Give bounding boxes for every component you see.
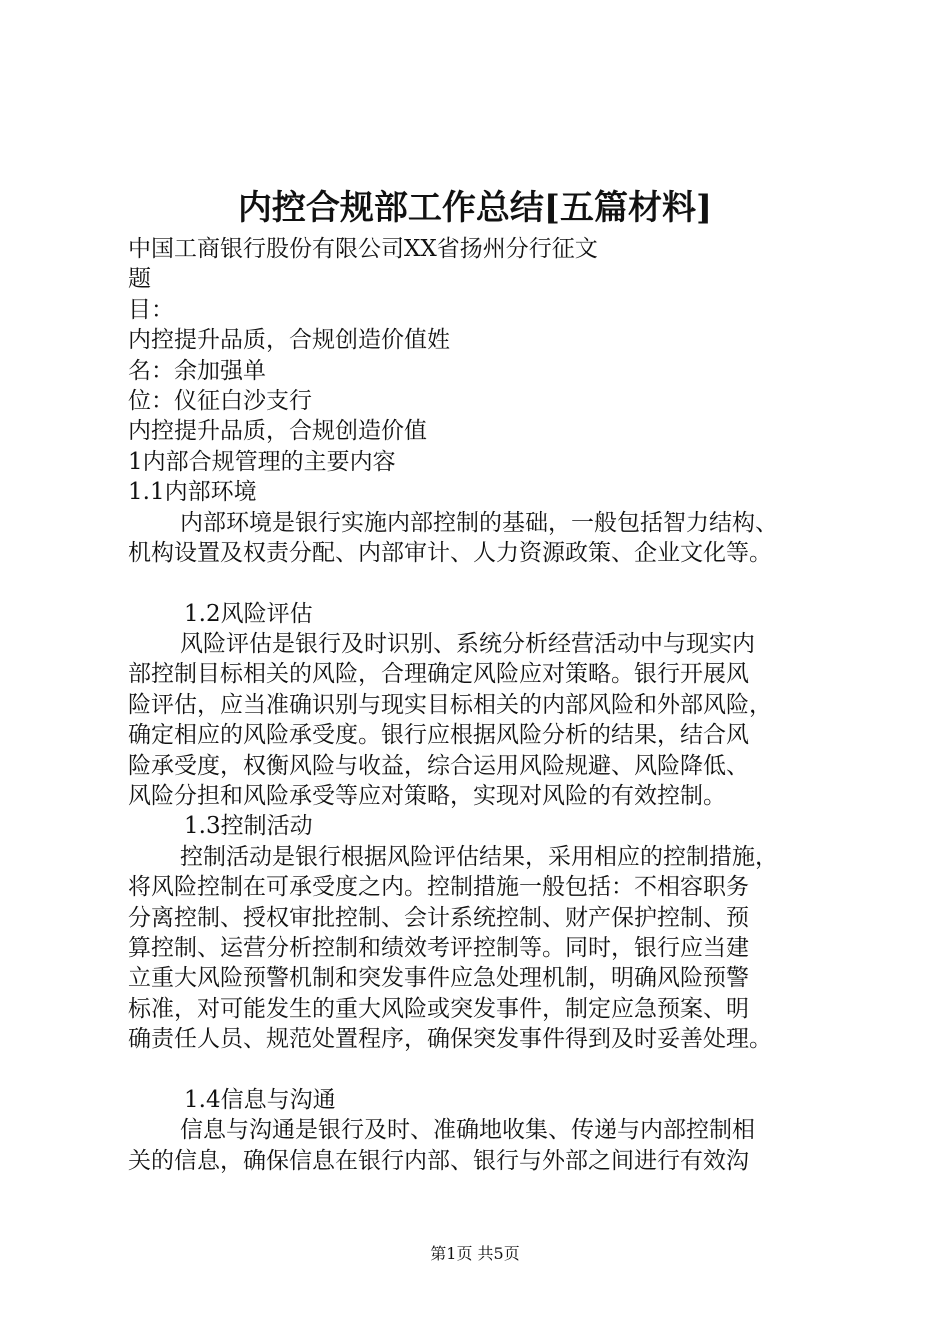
- paragraph-line: 风险评估是银行及时识别、系统分析经营活动中与现实内: [180, 631, 755, 658]
- document-title: 内控合规部工作总结[五篇材料]: [237, 188, 713, 228]
- paragraph-line: 算控制、运营分析控制和绩效考评控制等。同时，银行应当建: [128, 934, 749, 961]
- text-line: 题: [128, 266, 151, 293]
- text-line: 内控提升品质，合规创造价值: [128, 418, 427, 445]
- text-line: 中国工商银行股份有限公司XX省扬州分行征文: [128, 236, 598, 262]
- subsection-heading: 1.1内部环境: [128, 479, 257, 506]
- paragraph-line: 标准，对可能发生的重大风险或突发事件，制定应急预案、明: [128, 995, 749, 1022]
- paragraph-line: 信息与沟通是银行及时、准确地收集、传递与内部控制相: [180, 1117, 755, 1144]
- paragraph-line: 将风险控制在可承受度之内。控制措施一般包括：不相容职务: [128, 874, 749, 901]
- section-heading: 1内部合规管理的主要内容: [128, 448, 396, 475]
- paragraph-line: 机构设置及权责分配、内部审计、人力资源政策、企业文化等。: [128, 539, 772, 566]
- paragraph-line: 内部环境是银行实施内部控制的基础，一般包括智力结构、: [180, 509, 778, 536]
- paragraph-line: 确责任人员、规范处置程序，确保突发事件得到及时妥善处理。: [128, 1026, 772, 1053]
- paragraph-line: 险评估，应当准确识别与现实目标相关的内部风险和外部风险，: [128, 691, 772, 718]
- page-footer: 第1页 共5页: [430, 1244, 520, 1263]
- paragraph-line: 险承受度，权衡风险与收益，综合运用风险规避、风险降低、: [128, 752, 749, 779]
- paragraph-line: 控制活动是银行根据风险评估结果，采用相应的控制措施，: [180, 843, 778, 870]
- paragraph-line: 立重大风险预警机制和突发事件应急处理机制，明确风险预警: [128, 965, 749, 992]
- document-body: [128, 234, 858, 1176]
- text-line: 目：: [128, 296, 174, 323]
- paragraph-line: 部控制目标相关的风险，合理确定风险应对策略。银行开展风: [128, 661, 749, 688]
- text-line: 名：余加强单: [128, 357, 266, 384]
- paragraph-line: 确定相应的风险承受度。银行应根据风险分析的结果，结合风: [128, 722, 749, 749]
- paragraph-line: 关的信息，确保信息在银行内部、银行与外部之间进行有效沟: [128, 1147, 749, 1174]
- paragraph-line: 风险分担和风险承受等应对策略，实现对风险的有效控制。: [128, 783, 726, 810]
- subsection-heading: 1.2风险评估: [184, 600, 313, 627]
- paragraph-line: 分离控制、授权审批控制、会计系统控制、财产保护控制、预: [128, 904, 749, 931]
- subsection-heading: 1.4信息与沟通: [184, 1086, 336, 1113]
- subsection-heading: 1.3控制活动: [184, 813, 313, 840]
- text-line: 位：仪征白沙支行: [128, 387, 312, 414]
- text-line: 内控提升品质，合规创造价值姓: [128, 327, 450, 354]
